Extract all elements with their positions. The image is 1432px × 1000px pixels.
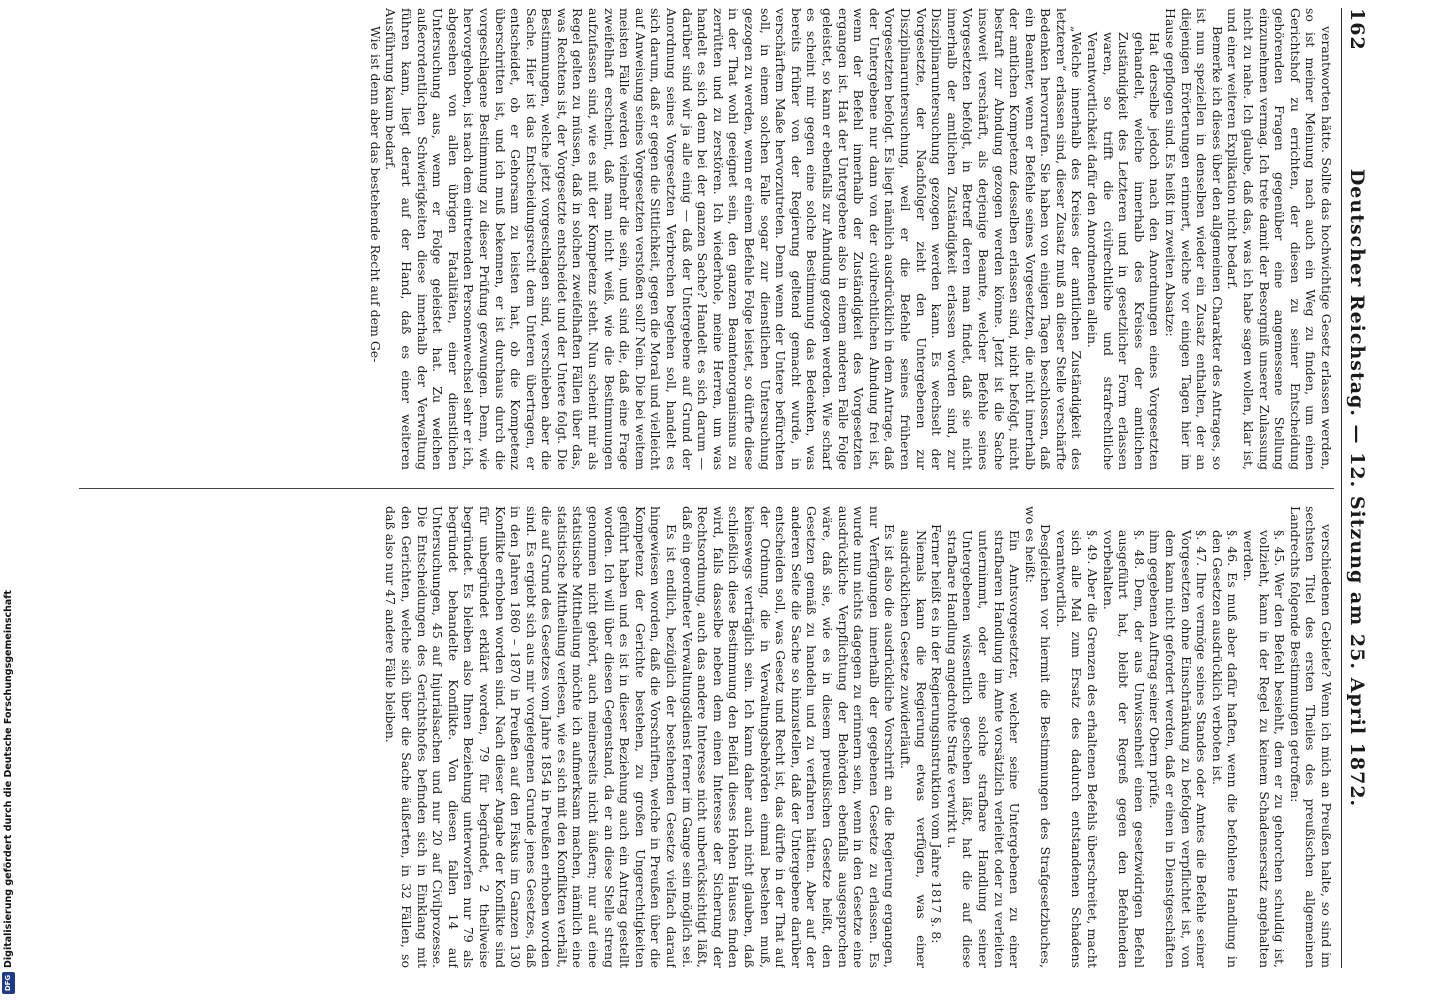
digitization-credit: Digitalisierung gefördert durch die Deutsche Forschungsgemeinschaft [3,590,14,968]
statute-paragraph: §. 47. Ihre vermöge seines Standes oder Amtes die Befehle seiner Vorgesetzten ohne Einschränkung zu befolgen verpflichtet ist, von dem kann nicht gefordert werden, daß er einen in Dienstgeschäften ihm gegebenen Auftrag seiner Obern prüfe. [1147,530,1210,968]
paragraph: Desgleichen vor hiermit die Bestimmungen des Strafgesetzbuches, wo es heißt: [1022,506,1054,968]
quoted-paragraph: Ein Amtsvorgesetzter, welcher seine Untergebenen zu einer strafbaren Handlung im Amte vorsätzlich verleitet oder zu verleiten unternimmt, oder eine solche strafbare Handlung seiner Untergebenen wissentlich geschehen läßt, hat die auf diese strafbare Handlung angedrohte Strafe verwirkt u. [944,530,1023,968]
dfg-logo [2,972,15,994]
text-columns [79,8,1334,968]
statute-paragraph: §. 45. Wer den Befehl besiehlt, dem er zu gehorchen schuldig ist, vollzieht, kann in der Regel zu keinem Schadensersatz angehalten werden. [1241,530,1288,968]
paragraph: verantworten hätte. Sollte das hochwichtige Gesetz erlassen werden, so ist meiner Meinung nach auch ein Weg zu finden, um einen Gerichtshof zu errichten, der diesen zu seiner Entscheidung gehörenden Fragen gegenüber eine angemessene Stellung einzunehmen vermag. Ich trete damit der Besorgniß unserer Zulassung nicht zu nahe. Ich glaube, daß das, was ich habe sagen wollen, klar ist, und einer weiteren Explikation nicht bedarf. [1225,8,1334,470]
scanned-page [72,8,1372,968]
page-header [1341,8,1372,968]
paragraph: „Welche innerhalb des Kreises der amtlichen Zuständigkeit des letzteren“ erlassen sind, dieser Zusatz muß an dieser Stelle verschärfte Bedenken hervorrufen. Sie haben von einigen Tagen beschlossen, daß ein Beamter, wenn er Befehle seines Vorgesetzten, die nicht innerhalb der amtlichen Kompetenz desselben erlassen sind, nicht befolgt, nicht bestraft zur Abndung gezogen werden könne. Jetzt ist die Sache insoweit verschärft, als derjenige Beamte, welcher Befehle seines Vorgesetzten befolgt, in Betreff deren man findet, daß sie nicht innerhalb der amtlichen Zuständigkeit erlassen worden sind, zur Disziplinaruntersuchung gezogen werden kann. Es wechselt der Vorgesetzte, der Nachfolger zieht den Untergebenen zur Disziplinaruntersuchung, weil er die Befehle seines früheren Vorgesetzten befolgt. Es liegt nämlich ausdrücklich in dem Antrage, daß der Untergebene nur dann von der civilrechtlichen Ahndung frei ist, wenn der Befehl innerhalb der Zuständigkeit des Vorgesetzten ergangen ist. Hat der Untergebene also in einem anderen Falle Folge geleistet, so kann er ebenfalls zur Ahndung gezogen werden. Wie scharf es scheint mir gegen eine solche Bestimmung das Bedenken, was bereits früher von der Regierung geltend gemacht wurde, in verschärftem Maße hervorzutreten. Denn wenn der Untere befürchten soll, in einem solchen Falle sogar zur dienstlichen Untersuchung gezogen zu werden, wenn er einem Befehle Folge leistet, so dürfte diese in der That wohl geeignet sein, den ganzen Beamtenorganismus zu zerrütten und zu zerstören. Ich wiederhole, meine Herren, um was handelt es sich denn bei der ganzen Sache? Handelt es sich darum — darüber sind wir ja alle einig — daß der Untergebene auf Grund der Anordnung seines Vorgesetzten Verbrechen begehen soll, handelt es sich darum, daß er gegen die Sittlichkeit, gegen die Moral und vielleicht auf Anweisung seines Vorgesetzten verstoßen soll? Nein. Die bei weitem meisten Fälle werden vielmehr die sein, und sind die, daß eine Frage zweifelhaft erscheint, daß man nicht weiß, wie die Bestimmungen aufzufassen sind, wie es mit der Kompetenz steht. Nun scheint mir als Regel gelten zu müssen, daß in solchen zweifelhaften Fällen über das, was Rechtens ist, der Vorgesetzte entscheidet und der Untere folgt. Die Bestimmungen, welche jetzt vorgeschlagen sind, verschieben aber die Sache. Hier ist das Entscheidungsrecht dem Unteren übertragen, er entscheidet, ob er Gehorsam zu leisten hat, ob die Kompetenz überschritten ist, und ich muß bekennen, er ist durchaus durch die vorgeschlagene Bestimmung zu dieser Prüfung gezwungen. Denn, wie hervorgehoben, ist nach dem eintretenden Personenwechsel sehr er ich, abgesehen von allen übrigen Fatalitäten, einer dienstlichen Untersuchung aus, wenn er Folge geleistet hat. Zu welchen außerordentlichen Schwierigkeiten diese innerhalb der Verwaltung führen kann, liegt derart auf der Hand, daß es einer weiteren Ausführung kaum bedarf. [383,8,1085,470]
paragraph: Bemerke ich dieses über den allgemeinen Charakter des Antrages, so ist nun speziellen in denselben wieder ein Zusatz enthalten, der an diejenigen Erörterungen erinnert, welche vor einigen Tagen hier im Hause gepflogen sind. Es heißt im zweiten Absatze: [1163,8,1225,470]
quoted-paragraph: Niemals kann die Regierung etwas verfügen, was einer ausdrücklichen Gesetze zuwiderläuft. [897,530,929,968]
paragraph: Wie ist denn aber das bestehende Recht auf dem Ge- [367,26,383,363]
paragraph: Es ist endlich, bezüglich der bestehenden Gesetze vielfach darauf hingewiesen worden, daß die Vorschriften, welche in Preußen über die Kompetenz der Gerichte bestehen, zu großen Ungerechtigkeiten geführt haben und es ist in dieser Beziehung auch ein Antrag gestellt worden. Ich will über diesen Gegenstand, da er an diese Stelle streng genommen nicht gehört, auch meinerseits nicht äußern; nur auf eine statistische Mittheilung möchte ich aufmerksam machen, nämlich eine statistische Mittheilung verlesen, wie es sich mit den Konflikten verhält, die auf Grund des Gesetzes vom Jahre 1854 in Preußen erhoben worden sind. Es ergiebt sich aus mir vorgelegenen Grunde jenes Gesetzes, daß in den Jahren 1860 – 1870 in Preußen auf den Fiskus im Ganzen 130 Konflikte erhoben worden sind. Nach dieser Angabe der Konflikte sind für unbegründet erklärt worden, 79 für begründet, 2 theilweise begründet. Es bleiben also Ihnen Beziehung unterworfen nur 79 als begründet behandelte Konflikte. Von diesen fallen 14 auf Untersuchungen, 45 auf Injurialsachen und nur 20 auf Civilprozesse. Die Entscheidungen des Gerichtshofes befinden sich in Einklang mit den Gerichten, welche sich über die Sache äußerten, in 32 Fällen, so daß also nur 47 andere Fälle bleiben. [383,506,680,968]
page-title: Deutscher Reichstag. — 12. Sitzung am 25. April 1872. [1346,168,1368,808]
quoted-paragraph: Hat derselbe jedoch nach den Anordnungen eines Vorgesetzten gehandelt, welche innerhalb des Kreises der amtlichen Zuständigkeit des Letzteren und in gesetzlicher Form erlassen waren, so trifft die civilrechtliche und strafrechtliche Verantwortlichkeit dafür den Anordnenden allein. [1085,32,1163,470]
paragraph: Ferner heißt es in der Regierungsinstruktion vom Jahre 1817 §. 8: [929,524,945,944]
right-column [79,506,1334,968]
statute-paragraph: §. 48. Dem, der aus Unwissenheit einen gesetzwidrigen Befehl ausgeführt hat, bleibt der Regreß gegen den Befehlenden vorbehalten. [1100,530,1147,968]
dfg-logo-text: DFG [4,974,13,992]
paragraph: Es ist also die ausdrückliche Vorschrift an die Regierung ergangen, nur Verfügungen innerhalb der gegebenen Gesetze zu erlassen. Es wurde nun nichts dagegen zu erinnern sein, wenn in den Gesetze eine ausdrückliche Verpflichtung der Behörden ebenfalls ausgesprochen wäre, daß sie, wie es in diesem preußischen Gesetze heißt, den Gesetzen gemäß zu handeln und zu verfahren hätten. Aber auf der anderen Seite die Sache so hinzustellen, daß der Untergebene darüber entscheiden soll, was Gesetz und Recht ist, das dürfte in der That auf der Ordnung, die in Verwaltungsbehörden einmal bestehen muß, keineswegs verträglich sein. Ich kann daher auch nicht glauben, daß schließlich diese Bestimmung den Beifall dieses Hohen Hauses finden wird, falls dasselbe neben dem einen Interesse der Sicherung der Rechtsordnung, auch das andere Interesse nicht unberücksichtigt läßt, daß ein geordneter Verwaltungsdienst ferner im Gange sein möglich sei. [679,506,898,968]
column-divider [79,488,1334,489]
page-number: 162 [1346,8,1368,51]
statute-paragraph: §. 46. Es muß aber dafür haften, wenn die befohlene Handlung in den Gesetzen ausdrücklich verboten ist. [1209,530,1241,968]
left-column [79,8,1334,470]
statute-paragraph: §. 49. Aber die Grenzen des erhaltenen Befehls überschreitet, macht sich alle Mal zum Ersatz des dadurch entstandenen Schadens verantwortlich. [1053,530,1101,968]
left-margin-sidebar [0,0,18,1000]
paragraph: verschiedenen Gebiete? Wenn ich mich an Preußen halte, so sind im sechsten Titel des ersten Theiles des preußischen allgemeinen Landrechts folgende Bestimmungen getroffen: [1287,506,1334,968]
